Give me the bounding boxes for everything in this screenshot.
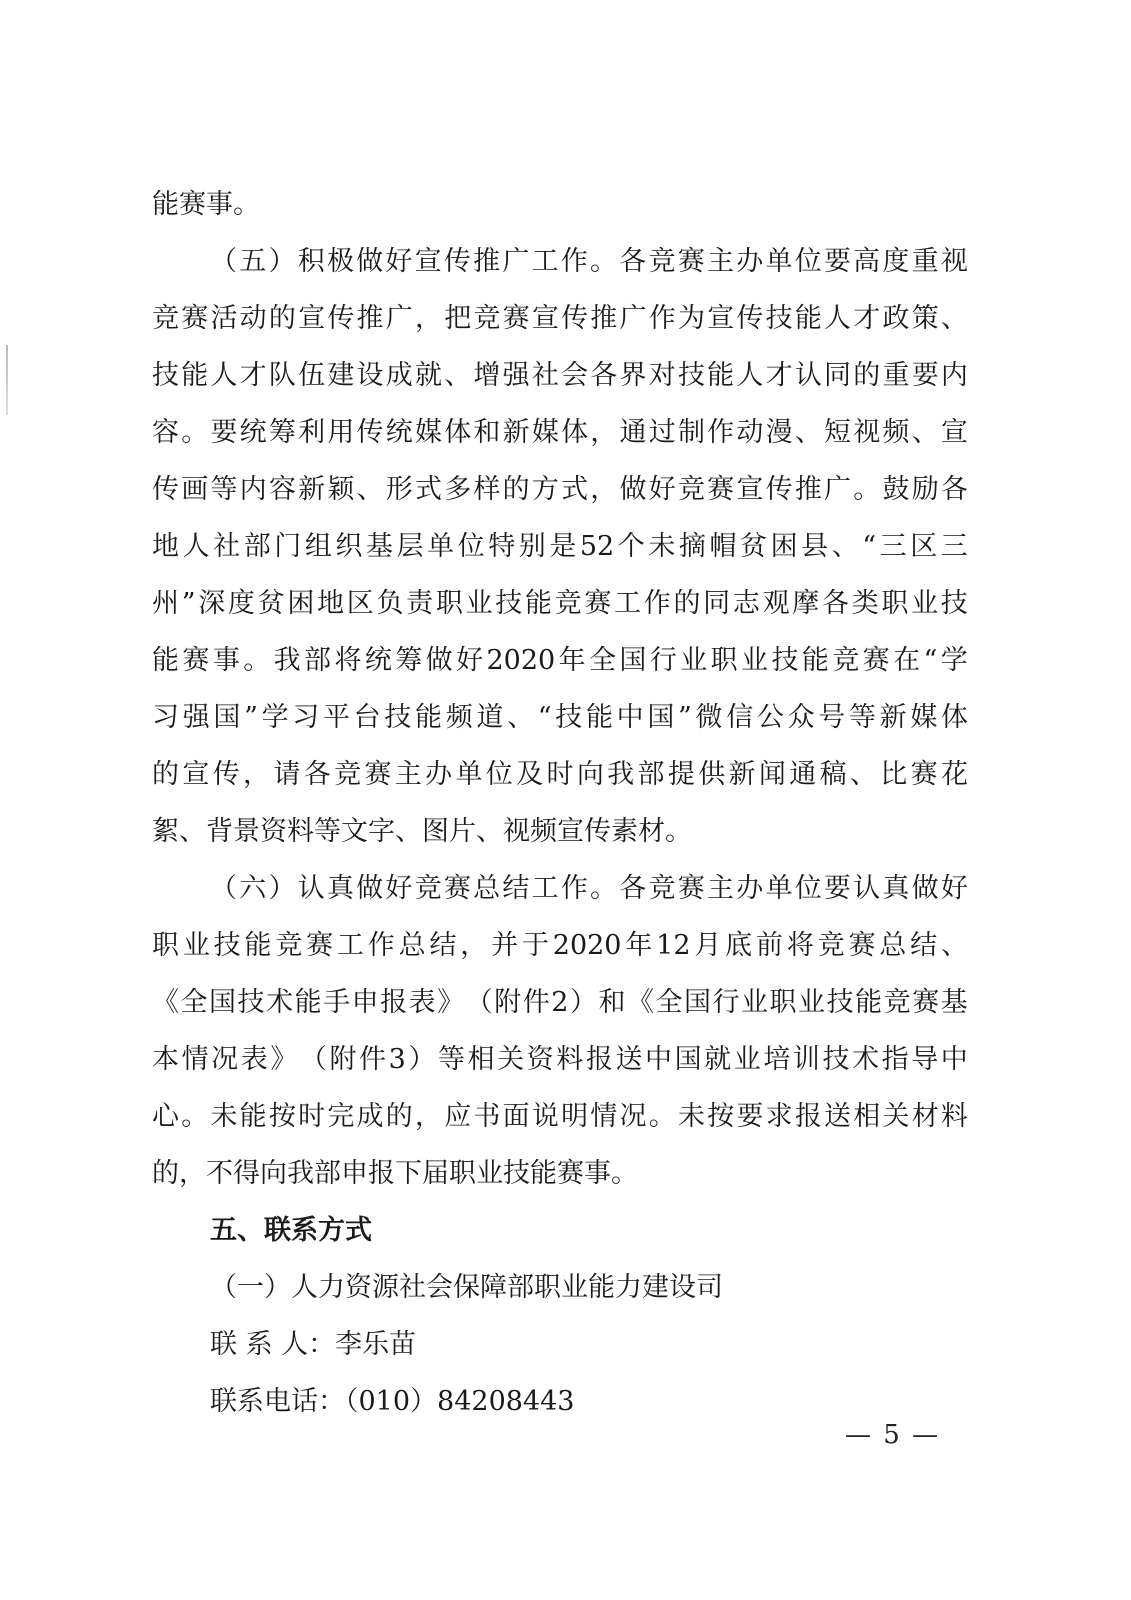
text-line-2: （ 五 ） 积 极 做 好 宣 传 推 广 工 作 。 各 竞 赛 主 办 单 位 要 高 度 重 视: [210, 246, 968, 277]
contact-department: （一）人力资源社会保障部职业能力建设司: [210, 1272, 723, 1303]
text-line-11: 的 宣 传 ， 请 各 竞 赛 主 办 单 位 及 时 向 我 部 提 供 新 闻 通 稿 、 比 赛 花: [152, 759, 968, 790]
contact-phone: 联系电话：（010）84208443: [210, 1386, 575, 1417]
text-line-18: 的，不得向我部申报下届职业技能赛事。: [152, 1158, 638, 1189]
text-line-4: 技 能 人 才 队 伍 建 设 成 就 、 增 强 社 会 各 界 对 技 能 人 才 认 同 的 重 要 内: [152, 360, 968, 391]
text-line-15: 《 全 国 技 术 能 手 申 报 表 》 （ 附 件 2 ） 和 《 全 国 行 业 职 业 技 能 竞 赛 基: [152, 987, 968, 1018]
text-line-8: 州 ” 深 度 贫 困 地 区 负 责 职 业 技 能 竞 赛 工 作 的 同 志 观 摩 各 类 职 业 技: [152, 588, 968, 619]
text-line-14: 职 业 技 能 竞 赛 工 作 总 结 ， 并 于 2020 年 12 月 底 前 将 竞 赛 总 结 、: [152, 930, 968, 961]
section-heading-contact: 五、联系方式: [210, 1215, 372, 1246]
text-line-10: 习 强 国 ” 学 习 平 台 技 能 频 道 、 “ 技 能 中 国 ” 微 信 公 众 号 等 新 媒 体: [152, 702, 968, 733]
text-line-3: 竞 赛 活 动 的 宣 传 推 广 ， 把 竞 赛 宣 传 推 广 作 为 宣 传 技 能 人 才 政 策 、: [152, 303, 968, 334]
text-line-1: 能赛事。: [152, 189, 260, 220]
page-number: — 5 —: [845, 1420, 941, 1450]
contact-person: 联 系 人：李乐苗: [210, 1329, 417, 1360]
text-line-7: 地 人 社 部 门 组 织 基 层 单 位 特 别 是 52 个 未 摘 帽 贫 困 县 、 “ 三 区 三: [152, 531, 968, 562]
text-line-13: （ 六 ） 认 真 做 好 竞 赛 总 结 工 作 。 各 竞 赛 主 办 单 位 要 认 真 做 好: [210, 873, 968, 904]
text-line-16: 本 情 况 表 》 （ 附 件 3 ） 等 相 关 资 料 报 送 中 国 就 业 培 训 技 术 指 导 中: [152, 1044, 968, 1075]
scan-margin-mark: [6, 345, 8, 415]
text-line-9: 能 赛 事 。 我 部 将 统 筹 做 好 2020 年 全 国 行 业 职 业 技 能 竞 赛 在 “ 学: [152, 645, 968, 676]
text-line-5: 容 。 要 统 筹 利 用 传 统 媒 体 和 新 媒 体 ， 通 过 制 作 动 漫 、 短 视 频 、 宣: [152, 417, 968, 448]
text-line-17: 心 。 未 能 按 时 完 成 的 ， 应 书 面 说 明 情 况 。 未 按 要 求 报 送 相 关 材 料: [152, 1101, 968, 1132]
text-line-12: 絮、背景资料等文字、图片、视频宣传素材。: [152, 816, 692, 847]
text-line-6: 传 画 等 内 容 新 颖 、 形 式 多 样 的 方 式 ， 做 好 竞 赛 宣 传 推 广 。 鼓 励 各: [152, 474, 968, 505]
